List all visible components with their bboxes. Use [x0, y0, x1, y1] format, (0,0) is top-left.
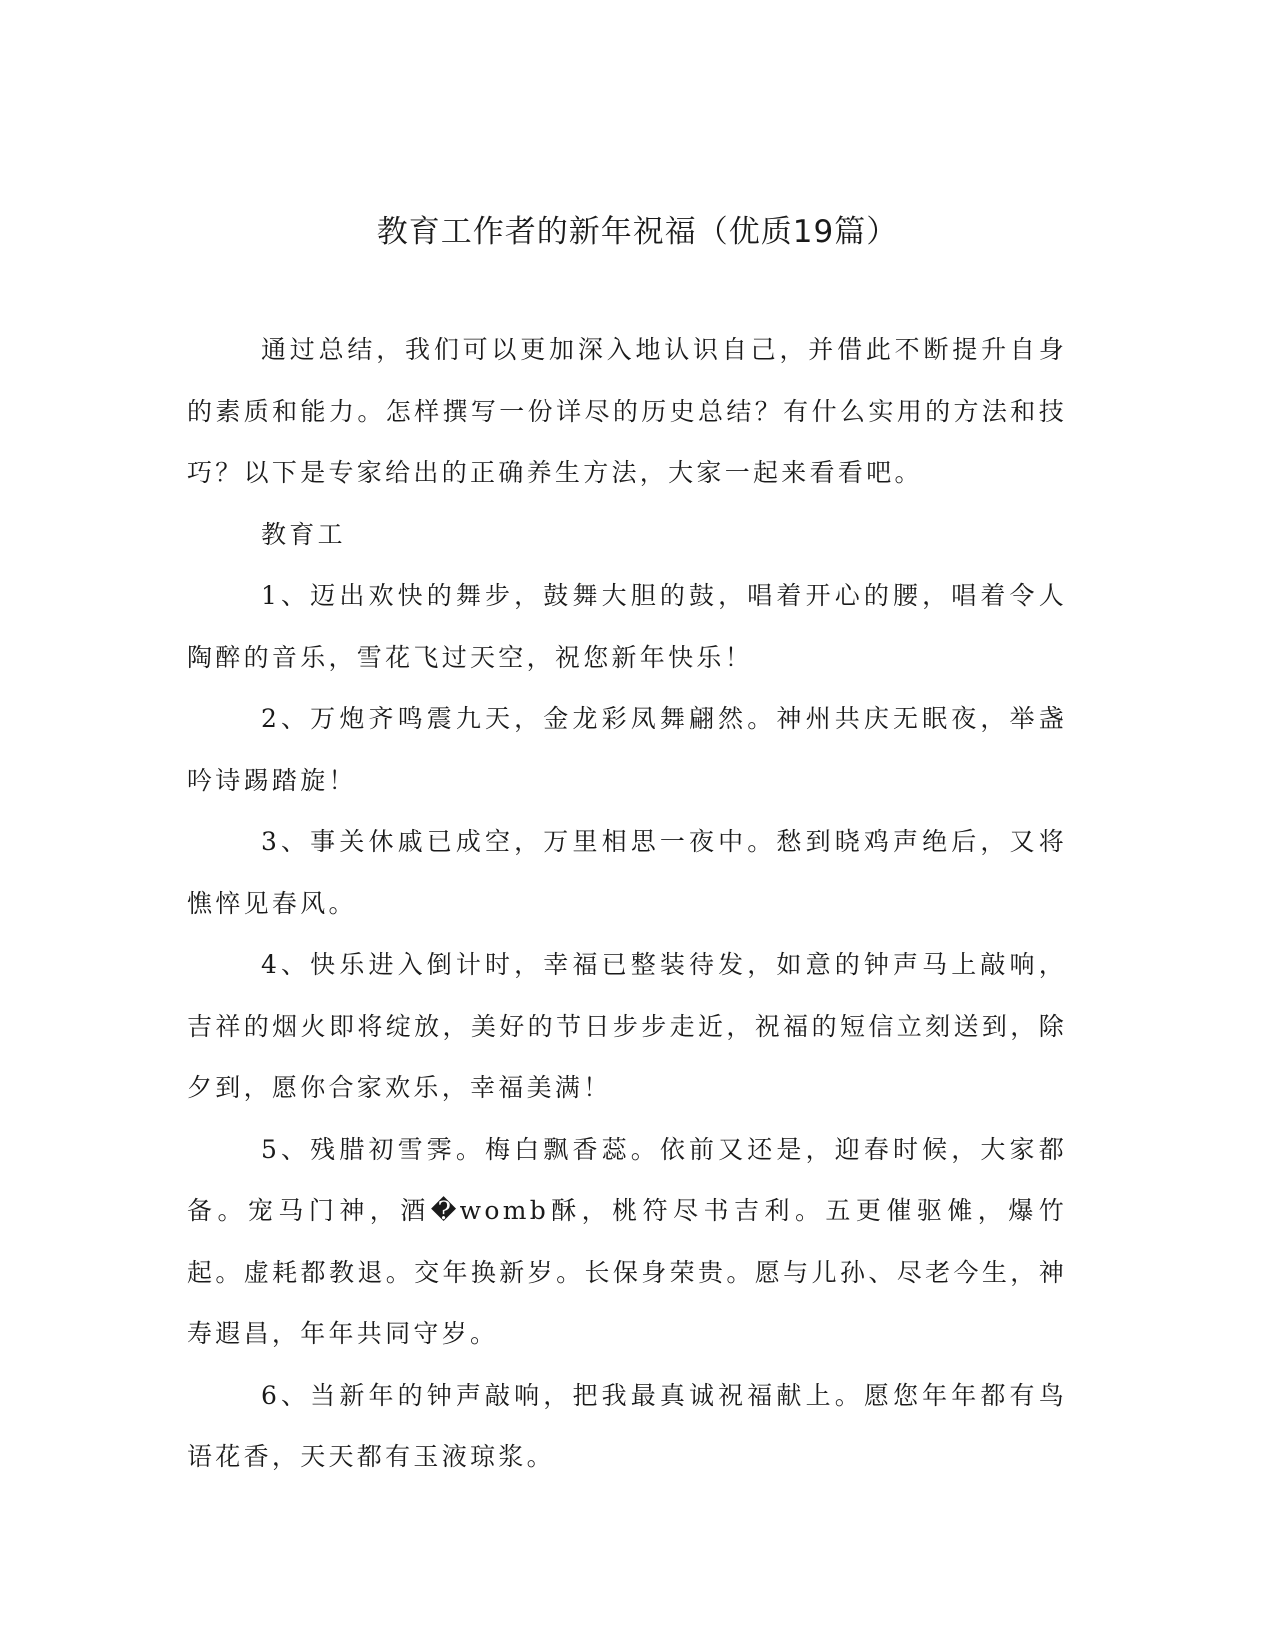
- paragraph-item-5: 5、残腊初雪霁。梅白飘香蕊。依前又还是，迎春时候，大家都备。宠马门神，酒�womb酥，桃符尽书吉利。五更催驱傩，爆竹起。虚耗都教退。交年换新岁。长保身荣贵。愿与儿孙、尽老今生，神寿遐昌，年年共同守岁。: [187, 1134, 1067, 1348]
- paragraph-item-4: 4、快乐进入倒计时，幸福已整装待发，如意的钟声马上敲响，吉祥的烟火即将绽放，美好的节日步步走近，祝福的短信立刻送到，除夕到，愿你合家欢乐，幸福美满！: [187, 950, 1067, 1102]
- paragraph-item-6: 6、当新年的钟声敲响，把我最真诚祝福献上。愿您年年都有鸟语花香，天天都有玉液琼浆。: [187, 1380, 1067, 1471]
- paragraph-intro: 通过总结，我们可以更加深入地认识自己，并借此不断提升自身的素质和能力。怎样撰写一份详尽的历史总结？有什么实用的方法和技巧？以下是专家给出的正确养生方法，大家一起来看看吧。: [187, 335, 1067, 487]
- paragraph-item-2: 2、万炮齐鸣震九天，金龙彩凤舞翩然。神州共庆无眠夜，举盏吟诗踢踏旋！: [187, 704, 1067, 795]
- paragraph-heading: 教育工: [261, 519, 346, 549]
- paragraph-item-3: 3、事关休戚已成空，万里相思一夜中。愁到晓鸡声绝后，又将憔悴见春风。: [187, 827, 1067, 918]
- document-title: 教育工作者的新年祝福（优质19篇）: [376, 214, 899, 250]
- paragraph-item-1: 1、迈出欢快的舞步，鼓舞大胆的鼓，唱着开心的腰，唱着令人陶醉的音乐，雪花飞过天空，祝您新年快乐！: [187, 581, 1067, 672]
- document-body: [187, 319, 1067, 1488]
